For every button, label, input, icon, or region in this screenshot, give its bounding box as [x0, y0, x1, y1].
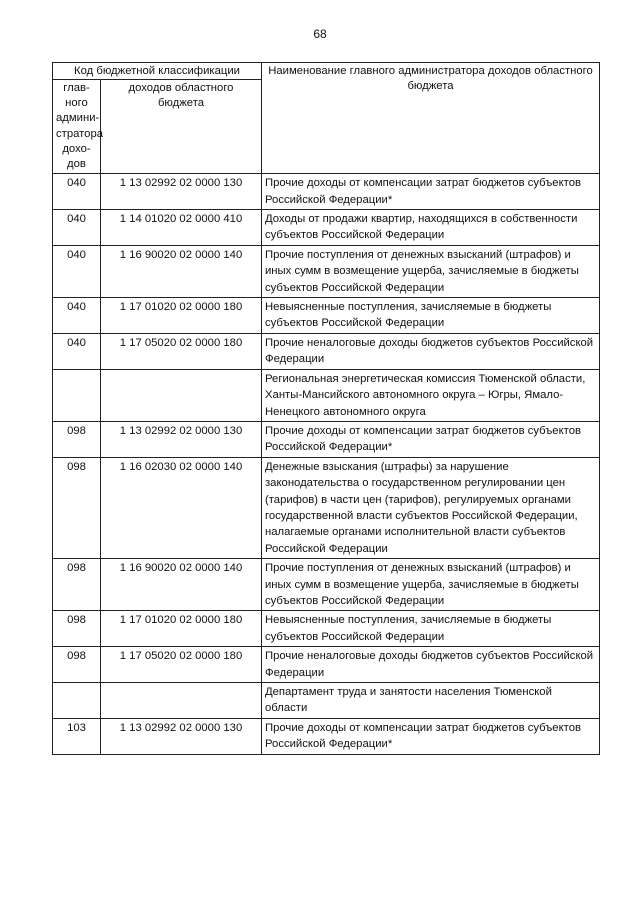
table-row	[53, 174, 600, 210]
revenue-name-cell: Прочие доходы от компенсации затрат бюджетов субъектов Российской Федерации*	[262, 174, 600, 210]
revenue-code-cell: 1 16 90020 02 0000 140	[101, 559, 262, 611]
section-row	[53, 683, 600, 719]
admin-code-cell: 040	[53, 245, 101, 297]
revenue-code-cell: 1 17 05020 02 0000 180	[101, 333, 262, 369]
revenue-code-cell: 1 17 01020 02 0000 180	[101, 611, 262, 647]
revenue-code-cell: 1 13 02992 02 0000 130	[101, 174, 262, 210]
revenue-name-cell: Прочие неналоговые доходы бюджетов субъектов Российской Федерации	[262, 333, 600, 369]
administrator-name-cell: Региональная энергетическая комиссия Тюменской области, Ханты-Мансийского автономного округа – Югры, Ямало-Ненецкого автономного округа	[262, 369, 600, 421]
revenue-name-cell: Прочие неналоговые доходы бюджетов субъектов Российской Федерации	[262, 647, 600, 683]
table-row	[53, 245, 600, 297]
page-number: 68	[313, 27, 327, 41]
table-row	[53, 718, 600, 754]
table-row	[53, 333, 600, 369]
revenue-name-cell: Невыясненные поступления, зачисляемые в бюджеты субъектов Российской Федерации	[262, 298, 600, 334]
admin-code-cell	[53, 369, 101, 421]
revenue-name-cell: Невыясненные поступления, зачисляемые в бюджеты субъектов Российской Федерации	[262, 611, 600, 647]
admin-code-cell: 040	[53, 333, 101, 369]
administrator-name-cell: Департамент труда и занятости населения Тюменской области	[262, 683, 600, 719]
revenue-code-cell: 1 14 01020 02 0000 410	[101, 210, 262, 246]
section-row	[53, 369, 600, 421]
admin-code-cell: 040	[53, 174, 101, 210]
revenue-code-cell	[101, 683, 262, 719]
revenue-code-cell	[101, 369, 262, 421]
revenue-code-cell: 1 13 02992 02 0000 130	[101, 718, 262, 754]
revenue-name-cell: Прочие поступления от денежных взысканий (штрафов) и иных сумм в возмещение ущерба, зачисляемые в бюджеты субъектов Российской Федерации	[262, 245, 600, 297]
revenue-name-cell: Доходы от продажи квартир, находящихся в собственности субъектов Российской Федерации	[262, 210, 600, 246]
admin-code-cell: 098	[53, 647, 101, 683]
revenue-name-cell: Прочие доходы от компенсации затрат бюджетов субъектов Российской Федерации*	[262, 718, 600, 754]
revenue-name-cell: Прочие поступления от денежных взысканий (штрафов) и иных сумм в возмещение ущерба, зачисляемые в бюджеты субъектов Российской Федерации	[262, 559, 600, 611]
header-regional-budget-revenue: доходов областного бюджета	[101, 80, 262, 174]
admin-code-cell: 098	[53, 559, 101, 611]
admin-code-cell: 040	[53, 298, 101, 334]
budget-classification-table	[52, 62, 600, 755]
table-row	[53, 611, 600, 647]
admin-code-cell: 040	[53, 210, 101, 246]
revenue-code-cell: 1 13 02992 02 0000 130	[101, 421, 262, 457]
admin-code-cell: 098	[53, 611, 101, 647]
admin-code-cell: 098	[53, 457, 101, 558]
revenue-code-cell: 1 17 01020 02 0000 180	[101, 298, 262, 334]
header-administrator-name: Наименование главного администратора доходов областного бюджета	[262, 63, 600, 174]
table-row	[53, 457, 600, 558]
admin-code-cell: 103	[53, 718, 101, 754]
revenue-name-cell: Денежные взыскания (штрафы) за нарушение законодательства о государственном регулировании цен (тарифов) в части цен (тарифов), регулируемых органами государственной власти субъектов Российской Федерации, налагаемые органами исполнительной власти субъектов Российской Федерации	[262, 457, 600, 558]
admin-code-cell	[53, 683, 101, 719]
table-row	[53, 210, 600, 246]
revenue-code-cell: 1 16 02030 02 0000 140	[101, 457, 262, 558]
header-budget-classification-code: Код бюджетной классификации	[53, 63, 262, 80]
table-row	[53, 647, 600, 683]
revenue-code-cell: 1 17 05020 02 0000 180	[101, 647, 262, 683]
header-main-administrator: глав-ного админи-стратора дохо-дов	[53, 80, 101, 174]
table-row	[53, 421, 600, 457]
admin-code-cell: 098	[53, 421, 101, 457]
revenue-name-cell: Прочие доходы от компенсации затрат бюджетов субъектов Российской Федерации*	[262, 421, 600, 457]
table-row	[53, 298, 600, 334]
table-row	[53, 559, 600, 611]
revenue-code-cell: 1 16 90020 02 0000 140	[101, 245, 262, 297]
